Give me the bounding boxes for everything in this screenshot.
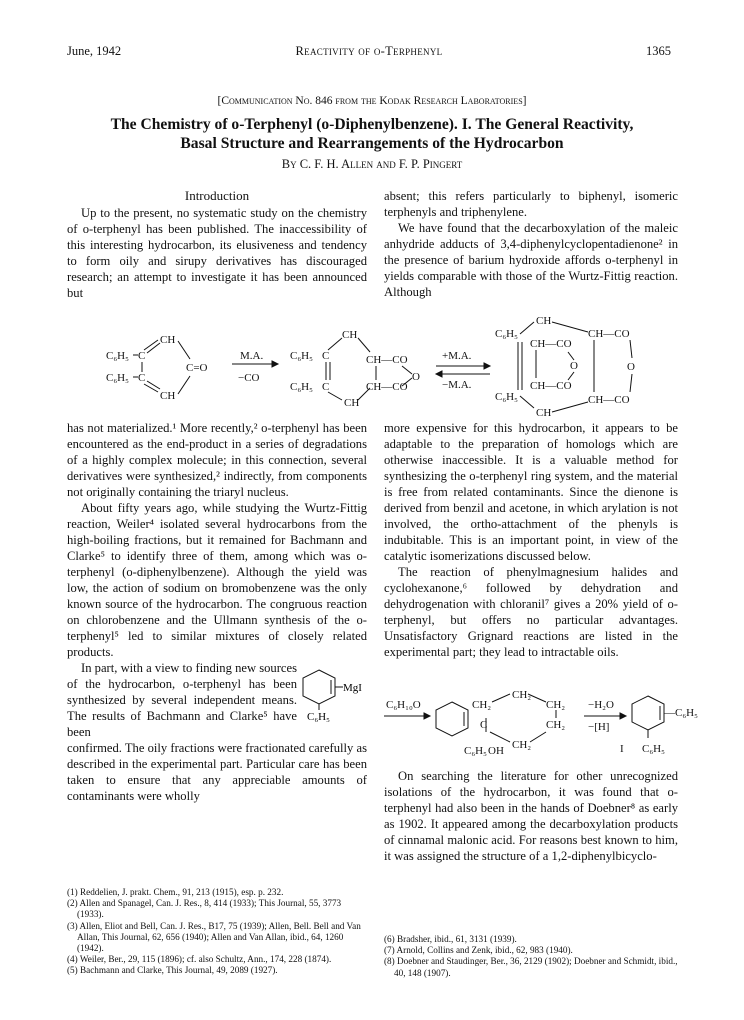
paragraph: On searching the literature for other unrecognized isolations of the hydrocarbon, it was found that o-terphenyl had also been in the hands of Doebner⁸ as early as 1902. It appeared among the decarboxylation products of cinnamal malonic acid. For reasons best known to him, it was assigned the structure of a 1,2-diphenylbicyclo-: [384, 769, 678, 863]
label-reagent: C₆H₁₀O: [386, 699, 421, 711]
section-heading: Introduction: [184, 188, 250, 203]
label-minus-ma: −M.A.: [442, 379, 472, 391]
paragraph: About fifty years ago, while studying the Wurtz-Fittig reaction, Weiler⁴ isolated several hydrocarbons from the high-boiling fractions, but it remained for Bachmann and Clarke⁵ to identify three of them, among which was o-terphenyl (o-diphenylbenzene). Although the yield was low, the action of sodium on bromobenzene was the only known source of the hydrocarbon. The congruous reaction on chlorobenzene and the Ullmann synthesis of the o-terphenyl⁵ led to similar mixtures of closely related products.: [67, 501, 367, 659]
paragraph: absent; this refers particularly to biphenyl, isomeric terphenyls and triphenylene.: [384, 189, 678, 219]
label-ch2: CH₂: [546, 699, 566, 711]
footnotes-left: [67, 887, 367, 977]
header-date: June, 1942: [67, 44, 122, 58]
label-c: C: [480, 719, 488, 731]
label-c6h5-r: —C₆H₅: [664, 707, 698, 719]
label-c: C: [322, 350, 330, 362]
label-oh: OH: [488, 745, 504, 757]
label-chco: CH—CO: [530, 338, 572, 350]
communication-line: [Communication No. 846 from the Kodak Research Laboratories]: [217, 95, 527, 107]
label-o: O: [570, 360, 578, 372]
label-minus-co: −CO: [238, 372, 260, 384]
label-chco: CH—CO: [366, 381, 408, 393]
footnote: (6) Bradsher, ibid., 61, 3131 (1939).: [384, 934, 517, 944]
label-c6h5: C₆H₅: [106, 372, 129, 384]
byline: By C. F. H. Allen and F. P. Pingert: [281, 157, 463, 171]
label-ch: CH: [536, 407, 552, 419]
label-c6h5: C₆H₅: [106, 350, 129, 362]
label-ch: CH: [536, 315, 552, 327]
header-title: Reactivity of o-Terphenyl: [295, 44, 443, 58]
label-ch: CH: [344, 397, 360, 409]
label-mgi: MgI: [343, 682, 362, 694]
label-co: C=O: [186, 362, 208, 374]
paragraph: has not materialized.¹ More recently,² o-terphenyl has been encountered as the end-product in a series of degradations of a highly complex molecule; in this connection, several derivatives were synthesized,² indirectly, from components not originally containing the triaryl nucleus.: [67, 421, 367, 499]
label-ch2: CH₂: [512, 739, 532, 751]
label-o: O: [412, 371, 420, 383]
label-ch2: CH₂: [472, 699, 492, 711]
label-ch: CH: [160, 334, 176, 346]
label-ma: M.A.: [240, 350, 264, 362]
label-chco: CH—CO: [366, 354, 408, 366]
right-column-top: [384, 188, 678, 300]
label-c6h5: C₆H₅: [495, 391, 518, 403]
label-plus-ma: +M.A.: [442, 350, 472, 362]
label-chco: CH—CO: [588, 394, 630, 406]
label-c6h5: C₆H₅: [495, 328, 518, 340]
paragraph: In part, with a view to finding new sources of the hydrocarbon, o-terphenyl has been synthesized by several independent means. The results of Bachmann and Clarke⁵ have been: [67, 661, 297, 739]
left-column-top: [67, 188, 367, 301]
paragraph: The reaction of phenylmagnesium halides and cyclohexanone,⁶ followed by dehydration and dehydrogenation with chloranil⁷ gives a 20% yield of o-terphenyl, but offers no particular advantages. Unsatisfactory Grignard reactions are listed in the experimental part; they lead to intractable oils.: [384, 565, 678, 659]
paragraph: more expensive for this hydrocarbon, it appears to be adaptable to the preparation of homologs which are otherwise inaccessible. It is a valuable method for synthesizing the o-terphenyl ring system, and the material is free from related contaminants. Since the dienone is derived from benzil and acetone, in which arylation is not involved, the ortho-attachment of the phenyls is indubitable. This is an important point, in view of the catalytic isomerizations discussed below.: [384, 421, 678, 563]
footnotes-right: [384, 934, 678, 979]
footnote: (5) Bachmann and Clarke, This Journal, 49, 2089 (1927).: [67, 965, 278, 976]
page-number: 1365: [646, 44, 671, 58]
footnote: (7) Arnold, Collins and Zenk, ibid., 62, 983 (1940).: [384, 945, 573, 956]
footnote: (4) Weiler, Ber., 29, 115 (1896); cf. also Schultz, Ann., 174, 228 (1874).: [67, 954, 332, 965]
reaction-scheme-2: [380, 686, 698, 760]
label-chco: CH—CO: [588, 328, 630, 340]
left-column-main: [67, 420, 367, 804]
label-minus-h2o: −H₂O: [588, 699, 614, 711]
label-ch: CH: [342, 329, 358, 341]
right-column-bottom: [384, 768, 678, 864]
label-minus-h: −[H]: [588, 721, 610, 733]
label-ch2: CH₂: [546, 719, 566, 731]
label-chco: CH—CO: [530, 380, 572, 392]
label-c6h5c: C₆H₅: [290, 350, 313, 362]
paragraph: We have found that the decarboxylation of the maleic anhydride adducts of 3,4-diphenylcyclopentadienone² in the presence of barium hydroxide affords o-terphenyl in yields comparable with those of the Wurtz-Fittig reaction. Although: [384, 221, 678, 299]
label-c6h5: C₆H₅: [464, 745, 487, 757]
label-o: O: [627, 361, 635, 373]
right-column-main: [384, 420, 678, 660]
label-roman-i: I: [620, 743, 624, 755]
title-line-1: The Chemistry of o-Terphenyl (o-Diphenylbenzene). I. The General Reactivity,: [110, 116, 634, 133]
label-c6h5c: C₆H₅: [290, 381, 313, 393]
footnote: (2) Allen and Spanagel, Can. J. Res., 8, 414 (1933); This Journal, 55, 3773 (1933).: [67, 898, 342, 920]
footnote: (1) Reddelien, J. prakt. Chem., 91, 213 (1915), esp. p. 232.: [67, 887, 284, 897]
running-head: [67, 44, 671, 60]
title-line-2: Basal Structure and Rearrangements of the Hydrocarbon: [180, 135, 564, 152]
footnote: (8) Doebner and Staudinger, Ber., 36, 2129 (1902); Doebner and Schmidt, ibid., 40, 148 (1907).: [384, 956, 678, 978]
label-ch: CH: [160, 390, 176, 402]
label-c: C: [138, 350, 146, 362]
paragraph: confirmed. The oily fractions were fractionated carefully as described in the experimental part. Particular care has been taken to ensure that any appreciable amounts of contaminants were wholly: [67, 741, 367, 803]
label-c6h5: C₆H₅: [307, 711, 330, 723]
paragraph: Up to the present, no systematic study on the chemistry of o-terphenyl has been published. The inaccessibility of this interesting hydrocarbon, its elusiveness and tendency to form oily and sirupy derivatives has discouraged research; an attempt to investigate it has been announced but: [67, 206, 367, 300]
label-c: C: [138, 372, 146, 384]
reaction-scheme-1: [100, 304, 700, 419]
footnote: (3) Allen, Eliot and Bell, Can. J. Res., B17, 75 (1939); Allen, Bell. Bell and Van Allan, This Journal, 62, 656 (1940); Allen and Van Allan, ibid., 64, 1260 (1942).: [67, 920, 361, 954]
article-title: [60, 115, 684, 153]
label-c6h5: C₆H₅: [642, 743, 665, 755]
phenylmagnesium-iodide-structure: [301, 666, 367, 736]
label-ch2: CH₂: [512, 689, 532, 701]
label-c: C: [322, 381, 330, 393]
